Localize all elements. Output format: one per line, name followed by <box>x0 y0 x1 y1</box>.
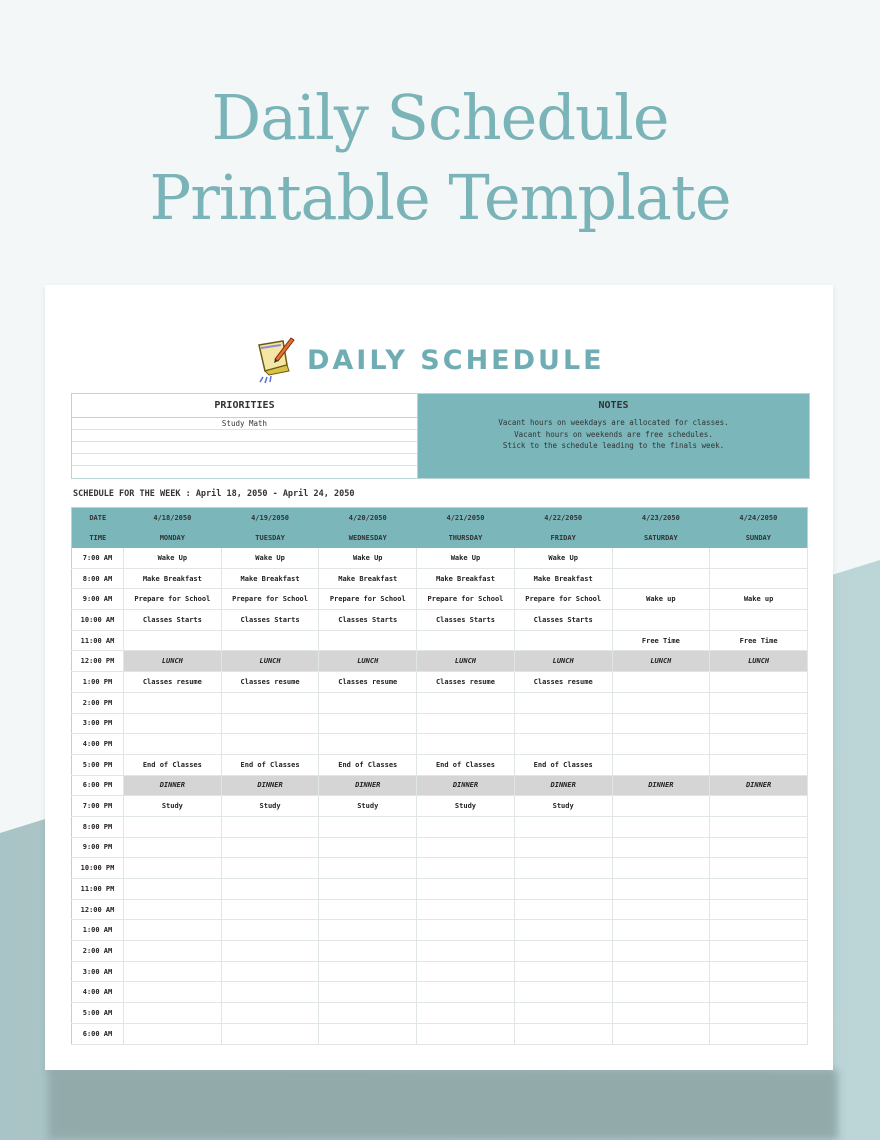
schedule-cell[interactable] <box>710 961 808 982</box>
schedule-cell[interactable]: Wake up <box>612 589 710 610</box>
schedule-cell[interactable] <box>319 1003 417 1024</box>
schedule-cell[interactable] <box>124 941 222 962</box>
time-cell: 5:00 PM <box>72 754 124 775</box>
schedule-cell[interactable] <box>612 858 710 879</box>
time-cell: 11:00 AM <box>72 630 124 651</box>
schedule-cell[interactable] <box>319 982 417 1003</box>
schedule-cell[interactable] <box>319 961 417 982</box>
schedule-cell[interactable] <box>319 879 417 900</box>
schedule-row <box>72 1003 808 1024</box>
schedule-cell[interactable] <box>417 899 515 920</box>
day-header: MONDAY <box>124 528 222 548</box>
schedule-cell[interactable]: Study <box>417 796 515 817</box>
schedule-cell[interactable] <box>319 630 417 651</box>
schedule-cell[interactable]: LUNCH <box>417 651 515 672</box>
schedule-cell[interactable]: Classes resume <box>319 672 417 693</box>
schedule-cell[interactable] <box>417 713 515 734</box>
time-cell: 4:00 PM <box>72 734 124 755</box>
notes-box <box>418 394 809 478</box>
schedule-cell[interactable]: Classes Starts <box>221 610 319 631</box>
schedule-cell[interactable]: End of Classes <box>514 754 612 775</box>
schedule-cell[interactable]: End of Classes <box>319 754 417 775</box>
schedule-cell[interactable]: Prepare for School <box>417 589 515 610</box>
priority-line[interactable]: Study Math <box>72 418 417 430</box>
time-cell: 4:00 AM <box>72 982 124 1003</box>
schedule-cell[interactable] <box>124 1023 222 1044</box>
schedule-cell[interactable] <box>417 941 515 962</box>
time-cell: 10:00 PM <box>72 858 124 879</box>
schedule-cell[interactable] <box>612 692 710 713</box>
schedule-cell[interactable] <box>124 1003 222 1024</box>
schedule-cell[interactable] <box>514 1023 612 1044</box>
schedule-cell[interactable] <box>319 837 417 858</box>
schedule-cell[interactable]: LUNCH <box>124 651 222 672</box>
schedule-cell[interactable]: DINNER <box>319 775 417 796</box>
week-range-label: SCHEDULE FOR THE WEEK : April 18, 2050 - April 24, 2050 <box>73 489 355 499</box>
notes-heading: NOTES <box>598 400 629 411</box>
time-cell: 9:00 AM <box>72 589 124 610</box>
time-cell: 8:00 AM <box>72 568 124 589</box>
schedule-cell[interactable]: Wake Up <box>319 548 417 568</box>
schedule-cell[interactable] <box>710 672 808 693</box>
schedule-cell[interactable]: Classes Starts <box>319 610 417 631</box>
schedule-cell[interactable] <box>612 796 710 817</box>
schedule-cell[interactable] <box>710 568 808 589</box>
meal-row <box>72 651 808 672</box>
schedule-cell[interactable] <box>514 858 612 879</box>
schedule-cell[interactable] <box>612 1023 710 1044</box>
document-header <box>253 335 605 385</box>
schedule-cell[interactable] <box>710 899 808 920</box>
schedule-row <box>72 899 808 920</box>
schedule-cell[interactable] <box>417 858 515 879</box>
priorities-heading: PRIORITIES <box>72 394 417 418</box>
priority-line[interactable] <box>72 430 417 442</box>
card-shadow <box>48 1070 838 1140</box>
schedule-row <box>72 672 808 693</box>
schedule-cell[interactable] <box>710 982 808 1003</box>
schedule-cell[interactable]: DINNER <box>221 775 319 796</box>
schedule-cell[interactable]: LUNCH <box>319 651 417 672</box>
schedule-cell[interactable]: Prepare for School <box>221 589 319 610</box>
time-cell: 2:00 PM <box>72 692 124 713</box>
schedule-cell[interactable] <box>221 692 319 713</box>
schedule-cell[interactable]: End of Classes <box>417 754 515 775</box>
schedule-cell[interactable] <box>417 982 515 1003</box>
date-header: 4/19/2050 <box>221 508 319 529</box>
schedule-cell[interactable]: Classes Starts <box>417 610 515 631</box>
schedule-cell[interactable] <box>221 899 319 920</box>
priority-line[interactable] <box>72 454 417 466</box>
time-cell: 9:00 PM <box>72 837 124 858</box>
schedule-cell[interactable] <box>319 858 417 879</box>
schedule-cell[interactable]: Wake Up <box>221 548 319 568</box>
info-boxes <box>71 393 810 479</box>
schedule-row <box>72 713 808 734</box>
schedule-row <box>72 941 808 962</box>
schedule-cell[interactable] <box>514 734 612 755</box>
schedule-cell[interactable] <box>710 692 808 713</box>
schedule-cell[interactable] <box>710 796 808 817</box>
schedule-cell[interactable] <box>124 692 222 713</box>
date-row <box>72 508 808 529</box>
schedule-cell[interactable]: Classes resume <box>221 672 319 693</box>
schedule-cell[interactable] <box>612 899 710 920</box>
schedule-cell[interactable] <box>710 879 808 900</box>
date-header: 4/24/2050 <box>710 508 808 529</box>
schedule-cell[interactable]: Wake up <box>710 589 808 610</box>
schedule-cell[interactable]: Make Breakfast <box>124 568 222 589</box>
schedule-cell[interactable] <box>221 734 319 755</box>
schedule-row <box>72 879 808 900</box>
time-cell: 5:00 AM <box>72 1003 124 1024</box>
time-cell: 10:00 AM <box>72 610 124 631</box>
schedule-cell[interactable]: Prepare for School <box>514 589 612 610</box>
schedule-row <box>72 548 808 568</box>
schedule-cell[interactable] <box>710 754 808 775</box>
schedule-cell[interactable] <box>221 630 319 651</box>
schedule-cell[interactable] <box>124 879 222 900</box>
day-header: THURSDAY <box>417 528 515 548</box>
schedule-cell[interactable] <box>612 920 710 941</box>
schedule-cell[interactable] <box>319 816 417 837</box>
schedule-row <box>72 837 808 858</box>
schedule-cell[interactable] <box>319 713 417 734</box>
schedule-cell[interactable] <box>612 816 710 837</box>
schedule-cell[interactable]: LUNCH <box>710 651 808 672</box>
time-cell: 11:00 PM <box>72 879 124 900</box>
schedule-cell[interactable]: Free Time <box>612 630 710 651</box>
schedule-row <box>72 734 808 755</box>
schedule-cell[interactable] <box>221 816 319 837</box>
schedule-cell[interactable]: Classes resume <box>514 672 612 693</box>
schedule-cell[interactable] <box>221 920 319 941</box>
priority-line[interactable] <box>72 442 417 454</box>
schedule-cell[interactable] <box>710 941 808 962</box>
day-header: TUESDAY <box>221 528 319 548</box>
schedule-cell[interactable]: Make Breakfast <box>514 568 612 589</box>
schedule-cell[interactable] <box>514 982 612 1003</box>
day-header: SUNDAY <box>710 528 808 548</box>
schedule-cell[interactable] <box>221 961 319 982</box>
schedule-cell[interactable]: DINNER <box>514 775 612 796</box>
schedule-cell[interactable] <box>417 1023 515 1044</box>
schedule-cell[interactable] <box>319 899 417 920</box>
schedule-cell[interactable]: Classes Starts <box>124 610 222 631</box>
schedule-body <box>72 548 808 1044</box>
date-header: 4/20/2050 <box>319 508 417 529</box>
schedule-cell[interactable]: Classes resume <box>124 672 222 693</box>
schedule-cell[interactable] <box>710 816 808 837</box>
hero-title <box>0 78 880 238</box>
schedule-cell[interactable] <box>612 982 710 1003</box>
schedule-cell[interactable] <box>514 816 612 837</box>
schedule-cell[interactable] <box>514 961 612 982</box>
schedule-cell[interactable] <box>514 920 612 941</box>
time-cell: 7:00 PM <box>72 796 124 817</box>
schedule-cell[interactable]: Free Time <box>710 630 808 651</box>
schedule-cell[interactable] <box>612 734 710 755</box>
schedule-cell[interactable] <box>319 1023 417 1044</box>
schedule-cell[interactable] <box>612 941 710 962</box>
schedule-cell[interactable] <box>514 1003 612 1024</box>
time-header-label: TIME <box>72 528 124 548</box>
schedule-cell[interactable]: LUNCH <box>221 651 319 672</box>
schedule-cell[interactable] <box>417 692 515 713</box>
time-cell: 2:00 AM <box>72 941 124 962</box>
schedule-cell[interactable] <box>612 672 710 693</box>
schedule-cell[interactable] <box>710 713 808 734</box>
note-line: Vacant hours on weekdays are allocated for classes. <box>498 418 729 427</box>
time-cell: 12:00 PM <box>72 651 124 672</box>
schedule-cell[interactable]: Make Breakfast <box>221 568 319 589</box>
schedule-cell[interactable] <box>221 879 319 900</box>
schedule-cell[interactable] <box>612 610 710 631</box>
schedule-cell[interactable] <box>124 920 222 941</box>
priorities-box <box>72 394 418 478</box>
notepad-pencil-icon <box>253 335 297 385</box>
schedule-cell[interactable]: Make Breakfast <box>319 568 417 589</box>
schedule-row <box>72 754 808 775</box>
date-header: 4/18/2050 <box>124 508 222 529</box>
schedule-cell[interactable] <box>319 734 417 755</box>
schedule-row <box>72 982 808 1003</box>
schedule-cell[interactable]: Prepare for School <box>124 589 222 610</box>
time-cell: 3:00 AM <box>72 961 124 982</box>
schedule-row <box>72 568 808 589</box>
schedule-row <box>72 858 808 879</box>
time-cell: 6:00 PM <box>72 775 124 796</box>
schedule-cell[interactable] <box>221 1003 319 1024</box>
schedule-cell[interactable] <box>514 879 612 900</box>
time-cell: 6:00 AM <box>72 1023 124 1044</box>
document-title: DAILY SCHEDULE <box>307 344 605 376</box>
schedule-cell[interactable] <box>417 734 515 755</box>
schedule-cell[interactable] <box>612 713 710 734</box>
schedule-cell[interactable] <box>514 692 612 713</box>
schedule-cell[interactable]: DINNER <box>417 775 515 796</box>
schedule-cell[interactable] <box>417 630 515 651</box>
schedule-cell[interactable] <box>221 1023 319 1044</box>
schedule-row <box>72 692 808 713</box>
schedule-page <box>45 285 833 1070</box>
schedule-cell[interactable]: Classes resume <box>417 672 515 693</box>
hero-title-line1: Daily Schedule <box>211 81 669 154</box>
schedule-cell[interactable]: Study <box>514 796 612 817</box>
schedule-cell[interactable] <box>710 548 808 568</box>
schedule-cell[interactable]: Wake Up <box>417 548 515 568</box>
schedule-row <box>72 1023 808 1044</box>
schedule-cell[interactable] <box>319 920 417 941</box>
day-header: FRIDAY <box>514 528 612 548</box>
schedule-table <box>71 507 808 1045</box>
schedule-cell[interactable] <box>319 692 417 713</box>
schedule-cell[interactable] <box>612 1003 710 1024</box>
date-header-label: DATE <box>72 508 124 529</box>
schedule-cell[interactable]: Wake Up <box>514 548 612 568</box>
time-cell: 3:00 PM <box>72 713 124 734</box>
schedule-cell[interactable] <box>319 941 417 962</box>
schedule-cell[interactable] <box>124 837 222 858</box>
schedule-cell[interactable] <box>710 610 808 631</box>
schedule-cell[interactable] <box>612 548 710 568</box>
schedule-cell[interactable] <box>710 734 808 755</box>
schedule-cell[interactable] <box>124 899 222 920</box>
schedule-cell[interactable] <box>417 1003 515 1024</box>
schedule-cell[interactable]: Prepare for School <box>319 589 417 610</box>
schedule-cell[interactable] <box>514 941 612 962</box>
schedule-cell[interactable] <box>417 879 515 900</box>
schedule-cell[interactable] <box>124 816 222 837</box>
meal-row <box>72 775 808 796</box>
schedule-cell[interactable]: Study <box>319 796 417 817</box>
schedule-cell[interactable]: End of Classes <box>221 754 319 775</box>
schedule-cell[interactable] <box>514 899 612 920</box>
schedule-cell[interactable]: LUNCH <box>514 651 612 672</box>
date-header: 4/22/2050 <box>514 508 612 529</box>
time-cell: 1:00 PM <box>72 672 124 693</box>
schedule-cell[interactable]: Make Breakfast <box>417 568 515 589</box>
schedule-cell[interactable] <box>710 1023 808 1044</box>
schedule-cell[interactable] <box>514 713 612 734</box>
schedule-row <box>72 610 808 631</box>
time-cell: 1:00 AM <box>72 920 124 941</box>
schedule-cell[interactable] <box>612 961 710 982</box>
schedule-cell[interactable]: DINNER <box>710 775 808 796</box>
date-header: 4/21/2050 <box>417 508 515 529</box>
hero-title-line2: Printable Template <box>149 161 731 234</box>
schedule-cell[interactable] <box>612 754 710 775</box>
schedule-cell[interactable]: DINNER <box>124 775 222 796</box>
date-header: 4/23/2050 <box>612 508 710 529</box>
note-line: Vacant hours on weekends are free schedules. <box>514 429 713 439</box>
day-header: WEDNESDAY <box>319 528 417 548</box>
schedule-cell[interactable] <box>124 713 222 734</box>
schedule-cell[interactable] <box>417 816 515 837</box>
schedule-cell[interactable] <box>221 941 319 962</box>
schedule-cell[interactable] <box>612 568 710 589</box>
schedule-row <box>72 961 808 982</box>
schedule-cell[interactable] <box>710 837 808 858</box>
schedule-cell[interactable] <box>710 1003 808 1024</box>
schedule-cell[interactable] <box>417 961 515 982</box>
schedule-row <box>72 796 808 817</box>
schedule-cell[interactable]: Study <box>221 796 319 817</box>
time-cell: 7:00 AM <box>72 548 124 568</box>
schedule-cell[interactable]: LUNCH <box>612 651 710 672</box>
schedule-cell[interactable] <box>124 961 222 982</box>
schedule-cell[interactable]: Classes Starts <box>514 610 612 631</box>
schedule-cell[interactable] <box>612 837 710 858</box>
schedule-cell[interactable] <box>514 837 612 858</box>
time-cell: 8:00 PM <box>72 816 124 837</box>
schedule-cell[interactable] <box>124 630 222 651</box>
schedule-cell[interactable] <box>221 858 319 879</box>
time-cell: 12:00 AM <box>72 899 124 920</box>
schedule-cell[interactable]: DINNER <box>612 775 710 796</box>
schedule-cell[interactable] <box>612 879 710 900</box>
schedule-row <box>72 920 808 941</box>
schedule-row <box>72 816 808 837</box>
schedule-cell[interactable] <box>221 837 319 858</box>
priority-line[interactable] <box>72 466 417 477</box>
schedule-cell[interactable] <box>417 837 515 858</box>
schedule-cell[interactable]: Wake Up <box>124 548 222 568</box>
schedule-row <box>72 589 808 610</box>
schedule-cell[interactable]: End of Classes <box>124 754 222 775</box>
schedule-row <box>72 630 808 651</box>
note-line: Stick to the schedule leading to the finals week. <box>502 441 725 450</box>
day-header: SATURDAY <box>612 528 710 548</box>
schedule-cell[interactable] <box>221 982 319 1003</box>
schedule-cell[interactable] <box>124 734 222 755</box>
schedule-cell[interactable]: Study <box>124 796 222 817</box>
schedule-cell[interactable] <box>710 920 808 941</box>
schedule-cell[interactable] <box>710 858 808 879</box>
schedule-cell[interactable] <box>124 858 222 879</box>
schedule-cell[interactable] <box>124 982 222 1003</box>
schedule-cell[interactable] <box>221 713 319 734</box>
day-row <box>72 528 808 548</box>
schedule-cell[interactable] <box>514 630 612 651</box>
schedule-cell[interactable] <box>417 920 515 941</box>
